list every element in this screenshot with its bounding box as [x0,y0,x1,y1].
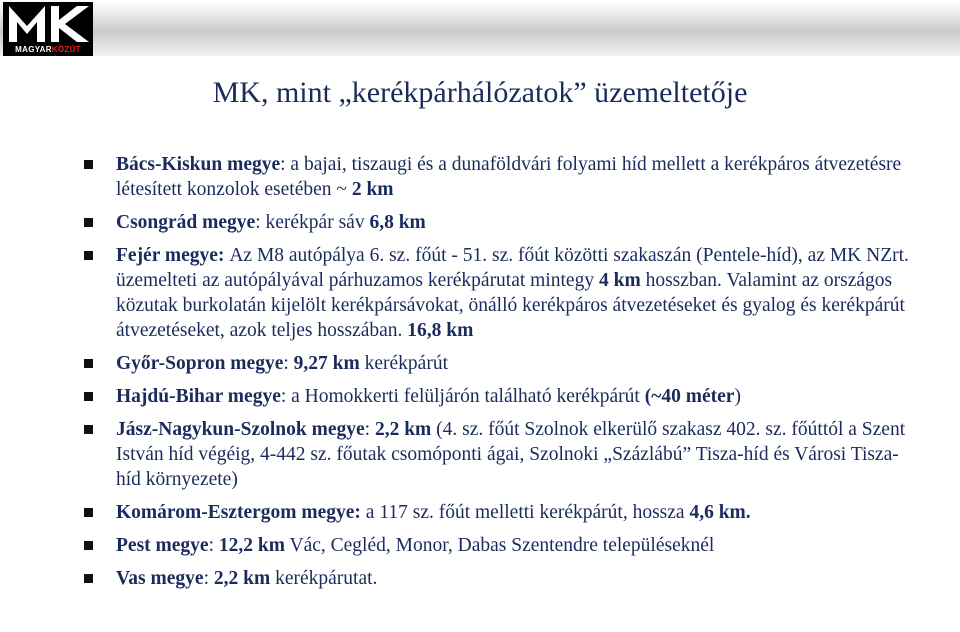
bullet-item [80,351,910,376]
header-band [0,0,960,56]
bullet-item [80,210,910,235]
bullet-text: : [364,419,375,440]
bullet-text: (4. sz. főút Szolnok elkerülő szakasz 402. sz. főúttól a Szent István híd végéig, 4-442 sz. főutak csomóponti ágai, Szolnoki „Százlábú” Tisza-híd és Városi Tisza-híd környezete) [116,419,906,490]
bullet-bold-text: Bács-Kiskun megye [116,154,281,175]
bullet-bold-text: 12,2 km [218,535,285,556]
bullet-bold-text: 2,2 km [374,419,432,440]
logo-wordmark [3,45,93,54]
bullet-item [80,533,910,558]
bullet-item [80,384,910,409]
county-bullet-list [80,152,910,599]
bullet-item [80,500,910,525]
bullet-bold-text: Csongrád megye [116,212,256,233]
bullet-text: Vác, Cegléd, Monor, Dabas Szentendre településeknél [284,535,715,556]
bullet-item [80,417,910,492]
bullet-item [80,152,910,202]
bullet-text: : [208,535,219,556]
bullet-bold-text: (~40 méter [644,386,735,407]
bullet-bold-text: 4,6 km. [689,502,751,523]
bullet-text: : [203,568,214,589]
bullet-text: : a Homokkerti felüljárón található kerékpárút [280,386,645,407]
bullet-bold-text: 2,2 km [213,568,271,589]
bullet-text: : a bajai, tiszaugi és a dunaföldvári folyami híd mellett a kerékpáros átvezetésre létesített konzolok esetében ~ [116,154,902,200]
bullet-text: : kerékpár sáv [255,212,370,233]
bullet-bold-text: 16,8 km [407,320,474,341]
bullet-text: kerékpárutat. [270,568,378,589]
bullet-text: Az M8 autópálya 6. sz. főút - 51. sz. főút közötti szakaszán (Pentele-híd), az MK NZrt. üzemelteti az autópályával párhuzamos kerékpárutat mintegy [116,245,909,291]
bullet-bold-text: Jász-Nagykun-Szolnok megye [116,419,365,440]
bullet-bold-text: Vas megye [116,568,204,589]
magyar-kozut-logo [3,2,93,56]
bullet-text: : [283,353,294,374]
bullet-bold-text: Hajdú-Bihar megye [116,386,281,407]
bullet-bold-text: 2 km [351,179,394,200]
bullet-bold-text: 9,27 km [293,353,360,374]
mk-logo-mark-icon [3,2,93,46]
bullet-bold-text: Pest megye [116,535,209,556]
bullet-text: a 117 sz. főút melletti kerékpárút, hossza [360,502,690,523]
bullet-bold-text: 6,8 km [369,212,426,233]
bullet-bold-text: Győr-Sopron megye [116,353,284,374]
bullet-bold-text: Fejér megye: [116,245,230,266]
bullet-item [80,243,910,343]
bullet-text: hosszban. Valamint az országos közutak burkolatán kijelölt kerékpársávokat, önálló kerékpáros átvezetéseket és gyalog és kerékpárút átvezetéseket, azok teljes hosszában. [116,270,905,341]
logo-word-kozut: KÖZÚT [51,45,81,54]
bullet-text: kerékpárút [359,353,448,374]
logo-word-magyar: MAGYAR [15,45,52,54]
slide-title: MK, mint „kerékpárhálózatok” üzemeltetője [212,76,748,109]
bullet-item [80,566,910,591]
bullet-bold-text: Komárom-Esztergom megye: [116,502,361,523]
bullet-bold-text: 4 km [598,270,641,291]
bullet-text: ) [734,386,741,407]
